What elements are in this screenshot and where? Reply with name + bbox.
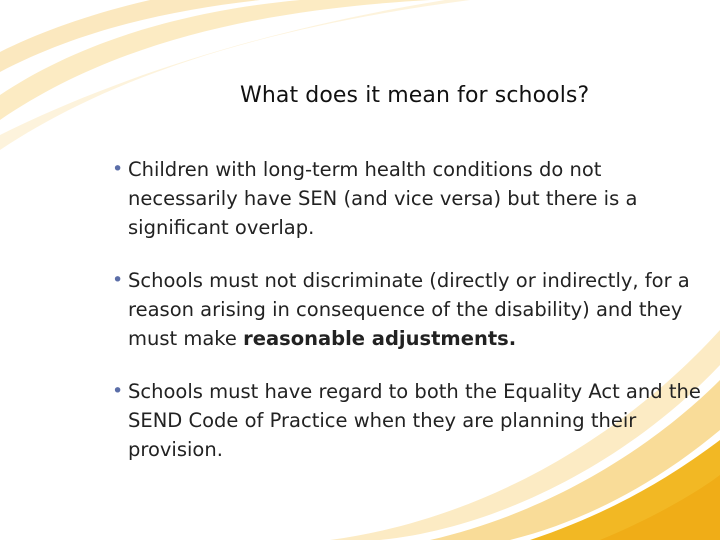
- bullet-bold-text: reasonable adjustments.: [243, 327, 517, 350]
- bullet-dot-icon: •: [112, 269, 124, 291]
- bullet-text: Schools must not discriminate (directly or indirectly, for a reason arising in consequence of the disability) and they must make: [128, 269, 690, 350]
- bullet-text: Children with long-term health conditions do not necessarily have SEN (and vice versa) but there is a significant overlap.: [128, 158, 638, 239]
- slide-title: What does it mean for schools?: [240, 83, 590, 108]
- bullet-list: [112, 155, 712, 488]
- bullet-dot-icon: •: [112, 380, 124, 402]
- bullet-item: [112, 377, 712, 464]
- bullet-item: [112, 155, 712, 242]
- bullet-text: Schools must have regard to both the Equality Act and the SEND Code of Practice when they are planning their provision.: [128, 380, 701, 461]
- bullet-item: [112, 266, 712, 353]
- bullet-dot-icon: •: [112, 158, 124, 180]
